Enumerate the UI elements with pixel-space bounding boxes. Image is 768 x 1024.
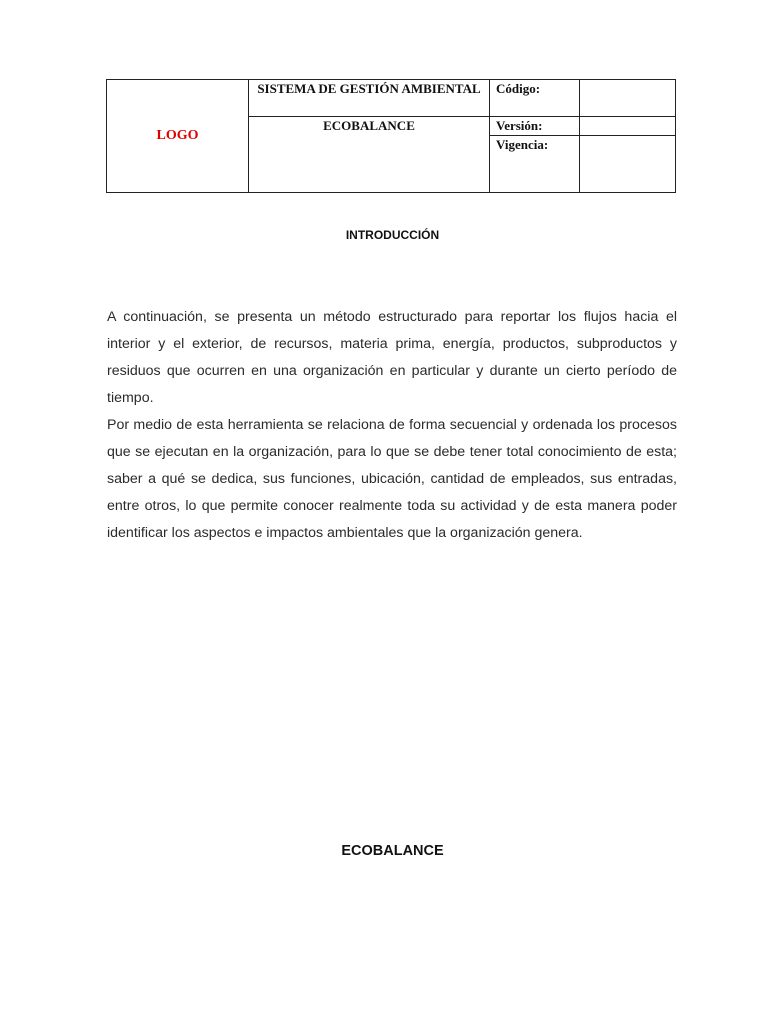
section-heading-ecobalance: ECOBALANCE [341,843,444,859]
intro-heading: INTRODUCCIÓN [345,228,440,242]
intro-paragraph-1: A continuación, se presenta un método estructurado para reportar los flujos hacia el interior y el exterior, de recursos, materia prima, energía, productos, subproductos y residuos que ocurren en una organización en particular y durante un cierto período de tiempo. [107,309,677,406]
validity-label: Vigencia: [490,136,580,193]
version-value [580,117,676,136]
document-name: ECOBALANCE [249,117,490,193]
logo-placeholder: LOGO [107,80,249,193]
version-label: Versión: [490,117,580,136]
document-header-table [106,79,676,193]
code-label: Código: [490,80,580,117]
system-title: SISTEMA DE GESTIÓN AMBIENTAL [249,80,490,117]
validity-value [580,136,676,193]
code-value [580,80,676,117]
intro-paragraph-2: Por medio de esta herramienta se relaciona de forma secuencial y ordenada los procesos que se ejecutan en la organización, para lo que se debe tener total conocimiento de esta; saber a qué se dedica, sus funciones, ubicación, cantidad de empleados, sus entradas, entre otros, lo que permite conocer realmente toda su actividad y de esta manera poder identificar los aspectos e impactos ambientales que la organización genera. [107,417,677,541]
